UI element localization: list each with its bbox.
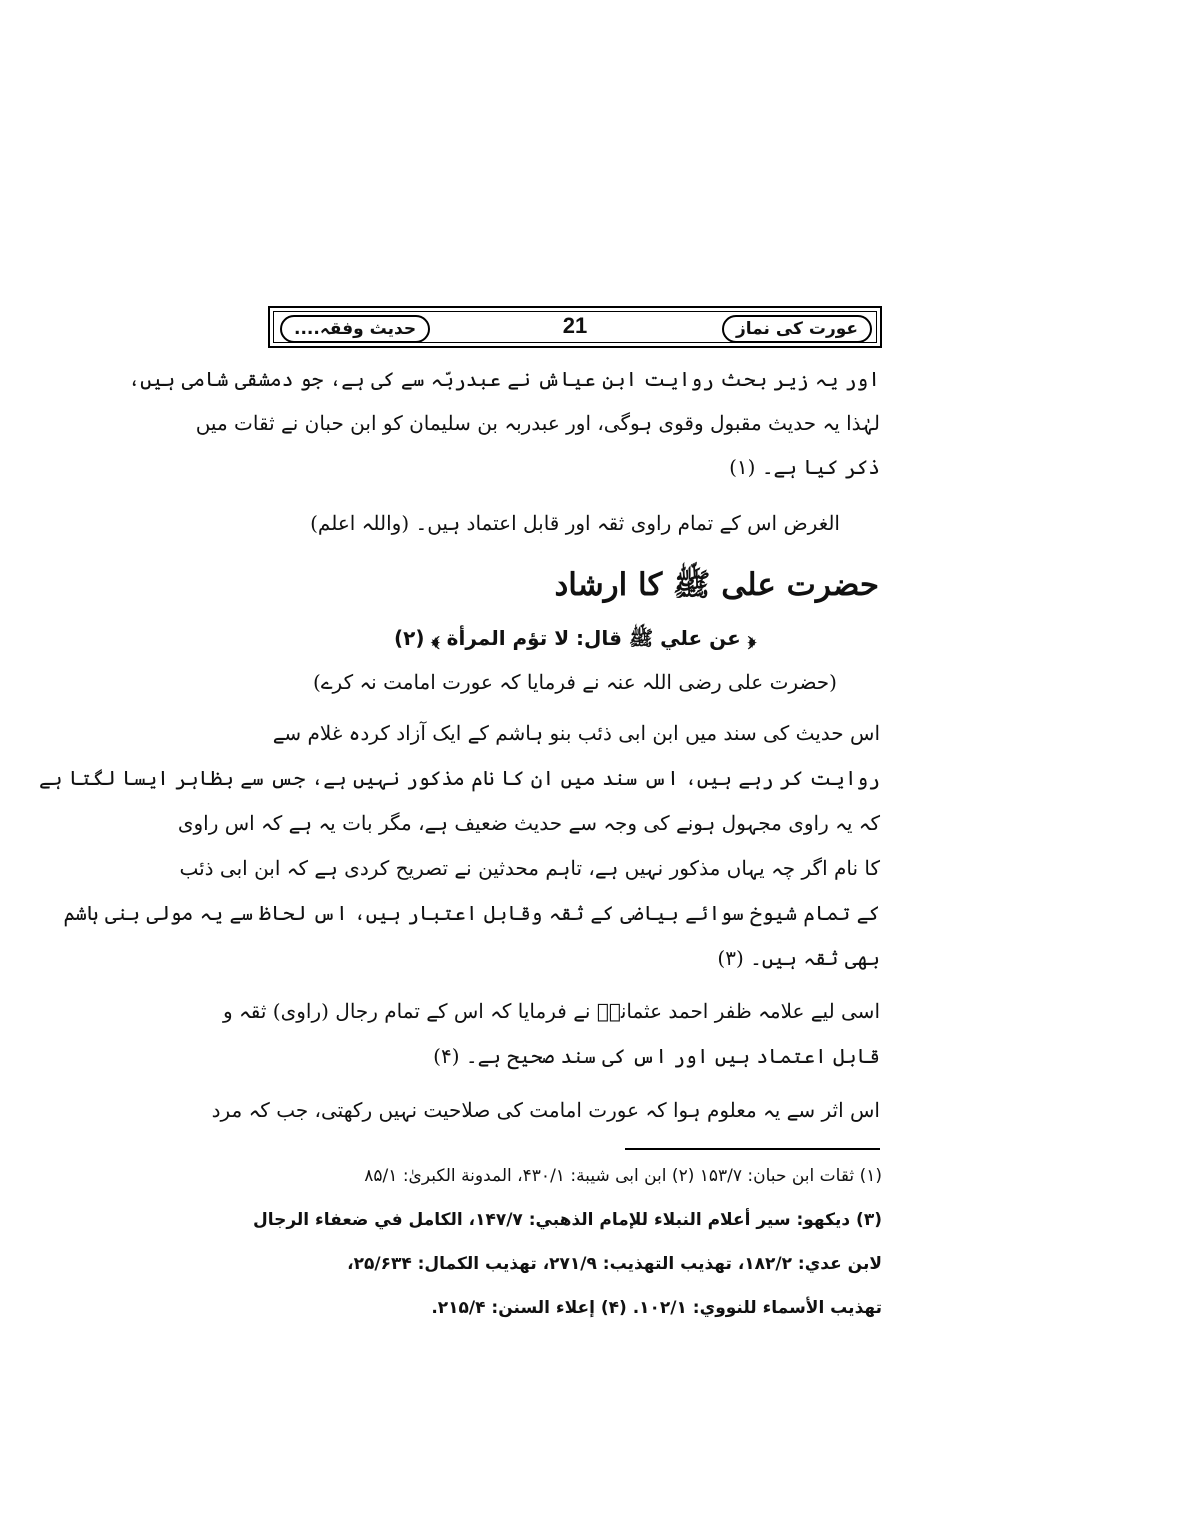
paragraph-line: قابل اعتماد ہیں اور اس کی سند صحیح ہے۔ (۴) bbox=[433, 1044, 880, 1068]
quotation-translation: (حضرت علی رضی اللہ عنہ نے فرمایا کہ عورت امامت نہ کرے) bbox=[313, 670, 837, 694]
footnote-line: (۳) دیکھو: سير أعلام النبلاء للإمام الذهبي: ۱۴۷/۷، الكامل في ضعفاء الرجال bbox=[252, 1210, 882, 1230]
section-heading: حضرت علی ﷺ کا ارشاد bbox=[554, 567, 879, 603]
paragraph-line: اسی لیے علامہ ظفر احمد عثمانیؒ نے فرمایا کہ اس کے تمام رجال (راوی) ثقہ و bbox=[223, 999, 880, 1023]
paragraph-line: لہٰذا یہ حدیث مقبول وقوی ہوگی، اور عبدربہ بن سلیمان کو ابن حبان نے ثقات میں bbox=[195, 411, 880, 435]
arabic-quotation: ﴿ عن علي ﷺ قال: لا تؤم المرأة ﴾ (۲) bbox=[394, 626, 756, 650]
paragraph-line: روایت کر رہے ہیں، اس سند میں ان کا نام مذکور نہیں ہے، جس سے بظاہر ایسا لگتا ہے bbox=[39, 766, 880, 790]
paragraph-line: الغرض اس کے تمام راوی ثقہ اور قابل اعتماد ہیں۔ (واللہ اعلم) bbox=[310, 511, 840, 535]
page-number: 21 bbox=[562, 313, 588, 338]
book-title-badge: عورت کی نماز bbox=[722, 315, 872, 343]
footnote-divider bbox=[625, 1148, 880, 1150]
footnote-line: (۱) ثقات ابن حبان: ۱۵۳/۷ (۲) ابن ابی شیبة: ۴۳۰/۱، المدونة الكبرىٰ: ۸۵/۱ bbox=[364, 1166, 882, 1186]
paragraph-line: کے تمام شیوخ سوائے بیاضی کے ثقہ وقابل اعتبار ہیں، اس لحاظ سے یہ مولی بنی ہاشم bbox=[63, 901, 880, 925]
paragraph-line: اس حدیث کی سند میں ابن ابی ذئب بنو ہاشم کے ایک آزاد کردہ غلام سے bbox=[272, 721, 880, 745]
paragraph-line: کا نام اگر چہ یہاں مذکور نہیں ہے، تاہم محدثین نے تصریح کردی ہے کہ ابن ابی ذئب bbox=[179, 856, 880, 880]
footnote-line: لابن عدي: ۱۸۲/۲، تهذيب التهذيب: ۲۷۱/۹، تهذيب الكمال: ۲۵/۶۳۴، bbox=[347, 1254, 882, 1274]
paragraph-line: اور یہ زیر بحث روایت ابن عیاش نے عبدربّہ سے کی ہے، جو دمشقی شامی ہیں، bbox=[128, 367, 880, 391]
paragraph-line: بھی ثقہ ہیں۔ (۳) bbox=[717, 946, 880, 970]
paragraph-line: کہ یہ راوی مجہول ہونے کی وجہ سے حدیث ضعیف ہے، مگر بات یہ ہے کہ اس راوی bbox=[177, 811, 880, 835]
footnote-line: تهذيب الأسماء للنووي: ۱۰۲/۱. (۴) إعلاء السنن: ۲۱۵/۴. bbox=[431, 1298, 882, 1318]
paragraph-line: ذکر کیا ہے۔ (۱) bbox=[729, 455, 880, 479]
paragraph-line: اس اثر سے یہ معلوم ہوا کہ عورت امامت کی صلاحیت نہیں رکھتی، جب کہ مرد bbox=[211, 1098, 880, 1122]
running-header bbox=[268, 306, 882, 348]
section-title-badge: حدیث وفقہ.... bbox=[280, 315, 430, 343]
